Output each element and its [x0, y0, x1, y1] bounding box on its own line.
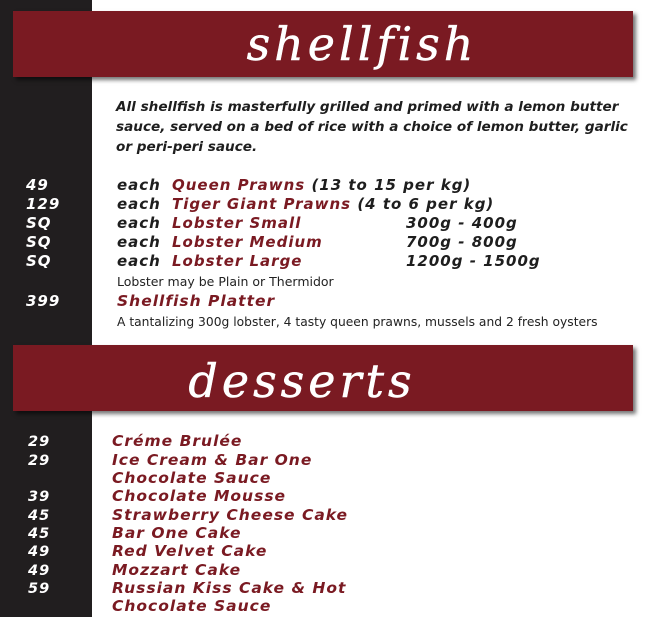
- dessert-item: Russian Kiss Cake & Hot: [112, 579, 347, 597]
- item-detail: (4 to 6 per kg): [357, 195, 495, 213]
- each-label: each: [117, 176, 161, 194]
- dessert-item: Créme Brulée: [112, 432, 243, 450]
- each-label: each: [117, 214, 161, 232]
- price: 45: [28, 526, 51, 542]
- dessert-item: Chocolate Sauce: [112, 597, 272, 615]
- price: 59: [28, 581, 51, 597]
- price: 39: [28, 489, 51, 505]
- each-label: each: [117, 252, 161, 270]
- price: 399: [26, 292, 61, 310]
- shellfish-intro: All shellfish is masterfully grilled and primed with a lemon butter sauce, served on a bed of rice with a choice of lemon butter, garlic or peri-peri sauce.: [116, 99, 628, 155]
- price: 49: [28, 563, 51, 579]
- menu-item: [172, 195, 494, 214]
- item-weight: 700g - 800g: [406, 233, 518, 251]
- dessert-item: Mozzart Cake: [112, 561, 242, 579]
- item-name: Lobster Small: [172, 214, 302, 232]
- price: 49: [26, 176, 49, 194]
- price: SQ: [26, 214, 52, 232]
- lobster-note: Lobster may be Plain or Thermidor: [117, 274, 334, 289]
- price: 29: [28, 434, 51, 450]
- dessert-item: Chocolate Sauce: [112, 469, 272, 487]
- platter-description: A tantalizing 300g lobster, 4 tasty queen prawns, mussels and 2 fresh oysters: [117, 315, 598, 329]
- price: 129: [26, 195, 61, 213]
- item-weight: 1200g - 1500g: [406, 252, 541, 270]
- price: 29: [28, 453, 51, 469]
- desserts-title: desserts: [188, 354, 416, 408]
- item-weight: 300g - 400g: [406, 214, 518, 232]
- shellfish-title: shellfish: [246, 17, 478, 71]
- dessert-item: Bar One Cake: [112, 524, 242, 542]
- item-detail: (13 to 15 per kg): [311, 176, 472, 194]
- each-label: each: [117, 233, 161, 251]
- price: 45: [28, 508, 51, 524]
- dessert-item: Strawberry Cheese Cake: [112, 506, 349, 524]
- shellfish-banner: [13, 11, 633, 77]
- item-name: Lobster Large: [172, 252, 303, 270]
- dessert-item: Chocolate Mousse: [112, 487, 287, 505]
- platter-name: Shellfish Platter: [117, 292, 276, 310]
- dessert-item: Red Velvet Cake: [112, 542, 268, 560]
- dessert-item: Ice Cream & Bar One: [112, 451, 313, 469]
- item-name: Lobster Medium: [172, 233, 323, 251]
- price: SQ: [26, 233, 52, 251]
- item-name: Queen Prawns: [172, 176, 306, 194]
- each-label: each: [117, 195, 161, 213]
- item-name: Tiger Giant Prawns: [172, 195, 352, 213]
- price: 49: [28, 544, 51, 560]
- price: SQ: [26, 252, 52, 270]
- desserts-banner: [13, 345, 633, 411]
- menu-item: [172, 176, 471, 195]
